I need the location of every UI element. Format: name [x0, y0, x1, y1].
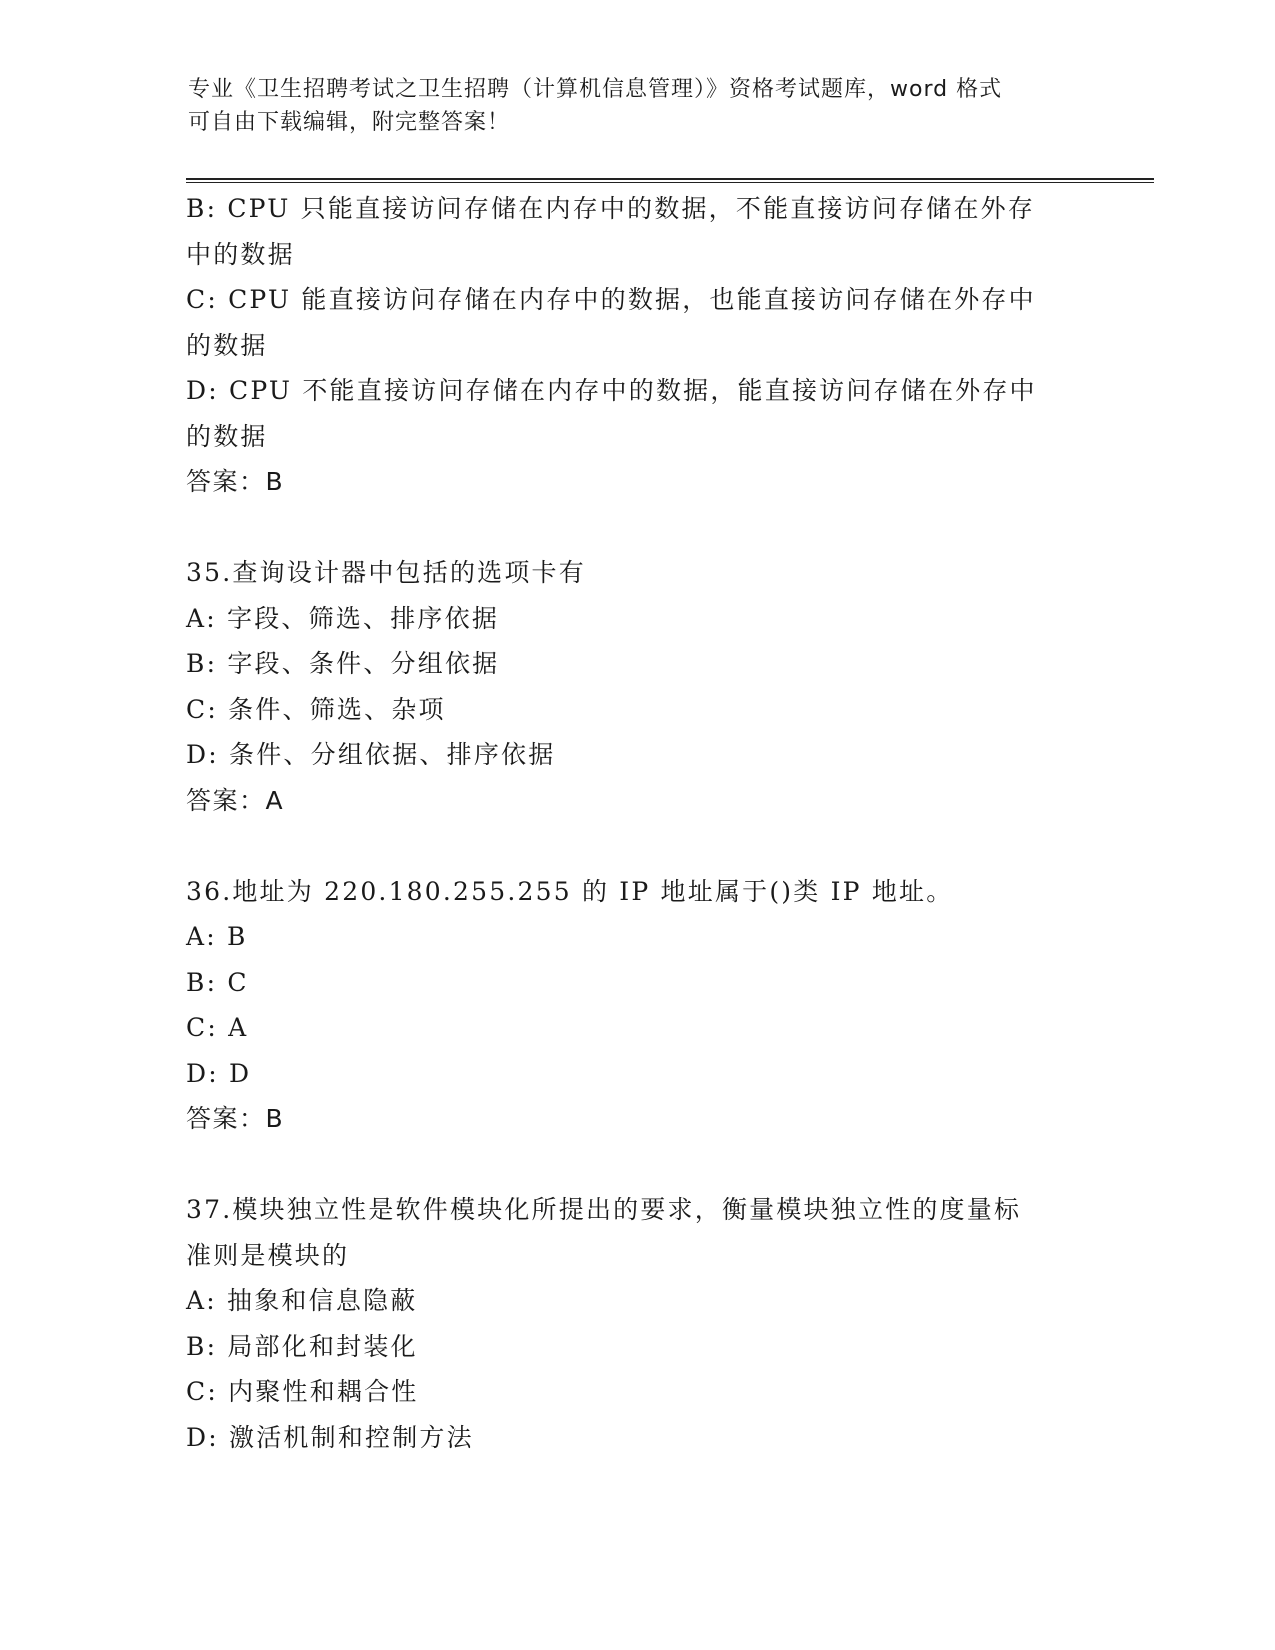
q36-answer: 答案：B [186, 1104, 285, 1133]
q35-answer: 答案：A [186, 785, 285, 815]
question-34-fragment [186, 186, 1086, 505]
q35-option-b: B: 字段、条件、分组依据 [186, 649, 500, 678]
question-content [186, 186, 1086, 1460]
header-title-line-1: 专业《卫生招聘考试之卫生招聘（计算机信息管理）》资格考试题库，word 格式 [188, 77, 1003, 102]
q35-option-a: A: 字段、筛选、排序依据 [186, 603, 500, 633]
q37-option-b: B: 局部化和封装化 [186, 1331, 418, 1361]
document-header [188, 73, 1068, 139]
header-title-line-2: 可自由下载编辑，附完整答案！ [188, 110, 511, 135]
q37-question-text-line-1: 37.模块独立性是软件模块化所提出的要求，衡量模块独立性的度量标 [186, 1195, 1022, 1224]
q37-option-a: A: 抽象和信息隐蔽 [186, 1286, 418, 1315]
spacer [186, 1142, 1086, 1188]
q36-question-text: 36.地址为 220.180.255.255 的 IP 地址属于()类 IP 地址。 [186, 876, 954, 906]
q34-option-c-line-1: C: CPU 能直接访问存储在内存中的数据，也能直接访问存储在外存中 [186, 285, 1036, 314]
question-36 [186, 869, 1086, 1142]
q36-option-d: D: D [186, 1058, 252, 1088]
q35-option-c: C: 条件、筛选、杂项 [186, 694, 446, 724]
q35-option-d: D: 条件、分组依据、排序依据 [186, 740, 556, 769]
header-divider [186, 178, 1154, 183]
q34-option-b-line-1: B: CPU 只能直接访问存储在内存中的数据，不能直接访问存储在外存 [186, 194, 1036, 223]
question-35 [186, 550, 1086, 823]
q37-question-text-line-2: 准则是模块的 [186, 1240, 350, 1270]
q36-option-c: C: A [186, 1013, 249, 1042]
q34-option-d-line-1: D: CPU 不能直接访问存储在内存中的数据，能直接访问存储在外存中 [186, 376, 1037, 405]
spacer [186, 505, 1086, 551]
q37-option-c: C: 内聚性和耦合性 [186, 1377, 419, 1406]
q34-option-d-line-2: 的数据 [186, 421, 268, 451]
question-37 [186, 1187, 1086, 1460]
q35-question-text: 35.查询设计器中包括的选项卡有 [186, 558, 586, 587]
q34-option-c-line-2: 的数据 [186, 330, 268, 360]
q34-option-b-line-2: 中的数据 [186, 239, 295, 269]
spacer [186, 823, 1086, 869]
q36-option-a: A: B [186, 922, 248, 951]
q34-answer: 答案：B [186, 467, 285, 496]
q37-option-d: D: 激活机制和控制方法 [186, 1422, 474, 1452]
q36-option-b: B: C [186, 967, 249, 997]
